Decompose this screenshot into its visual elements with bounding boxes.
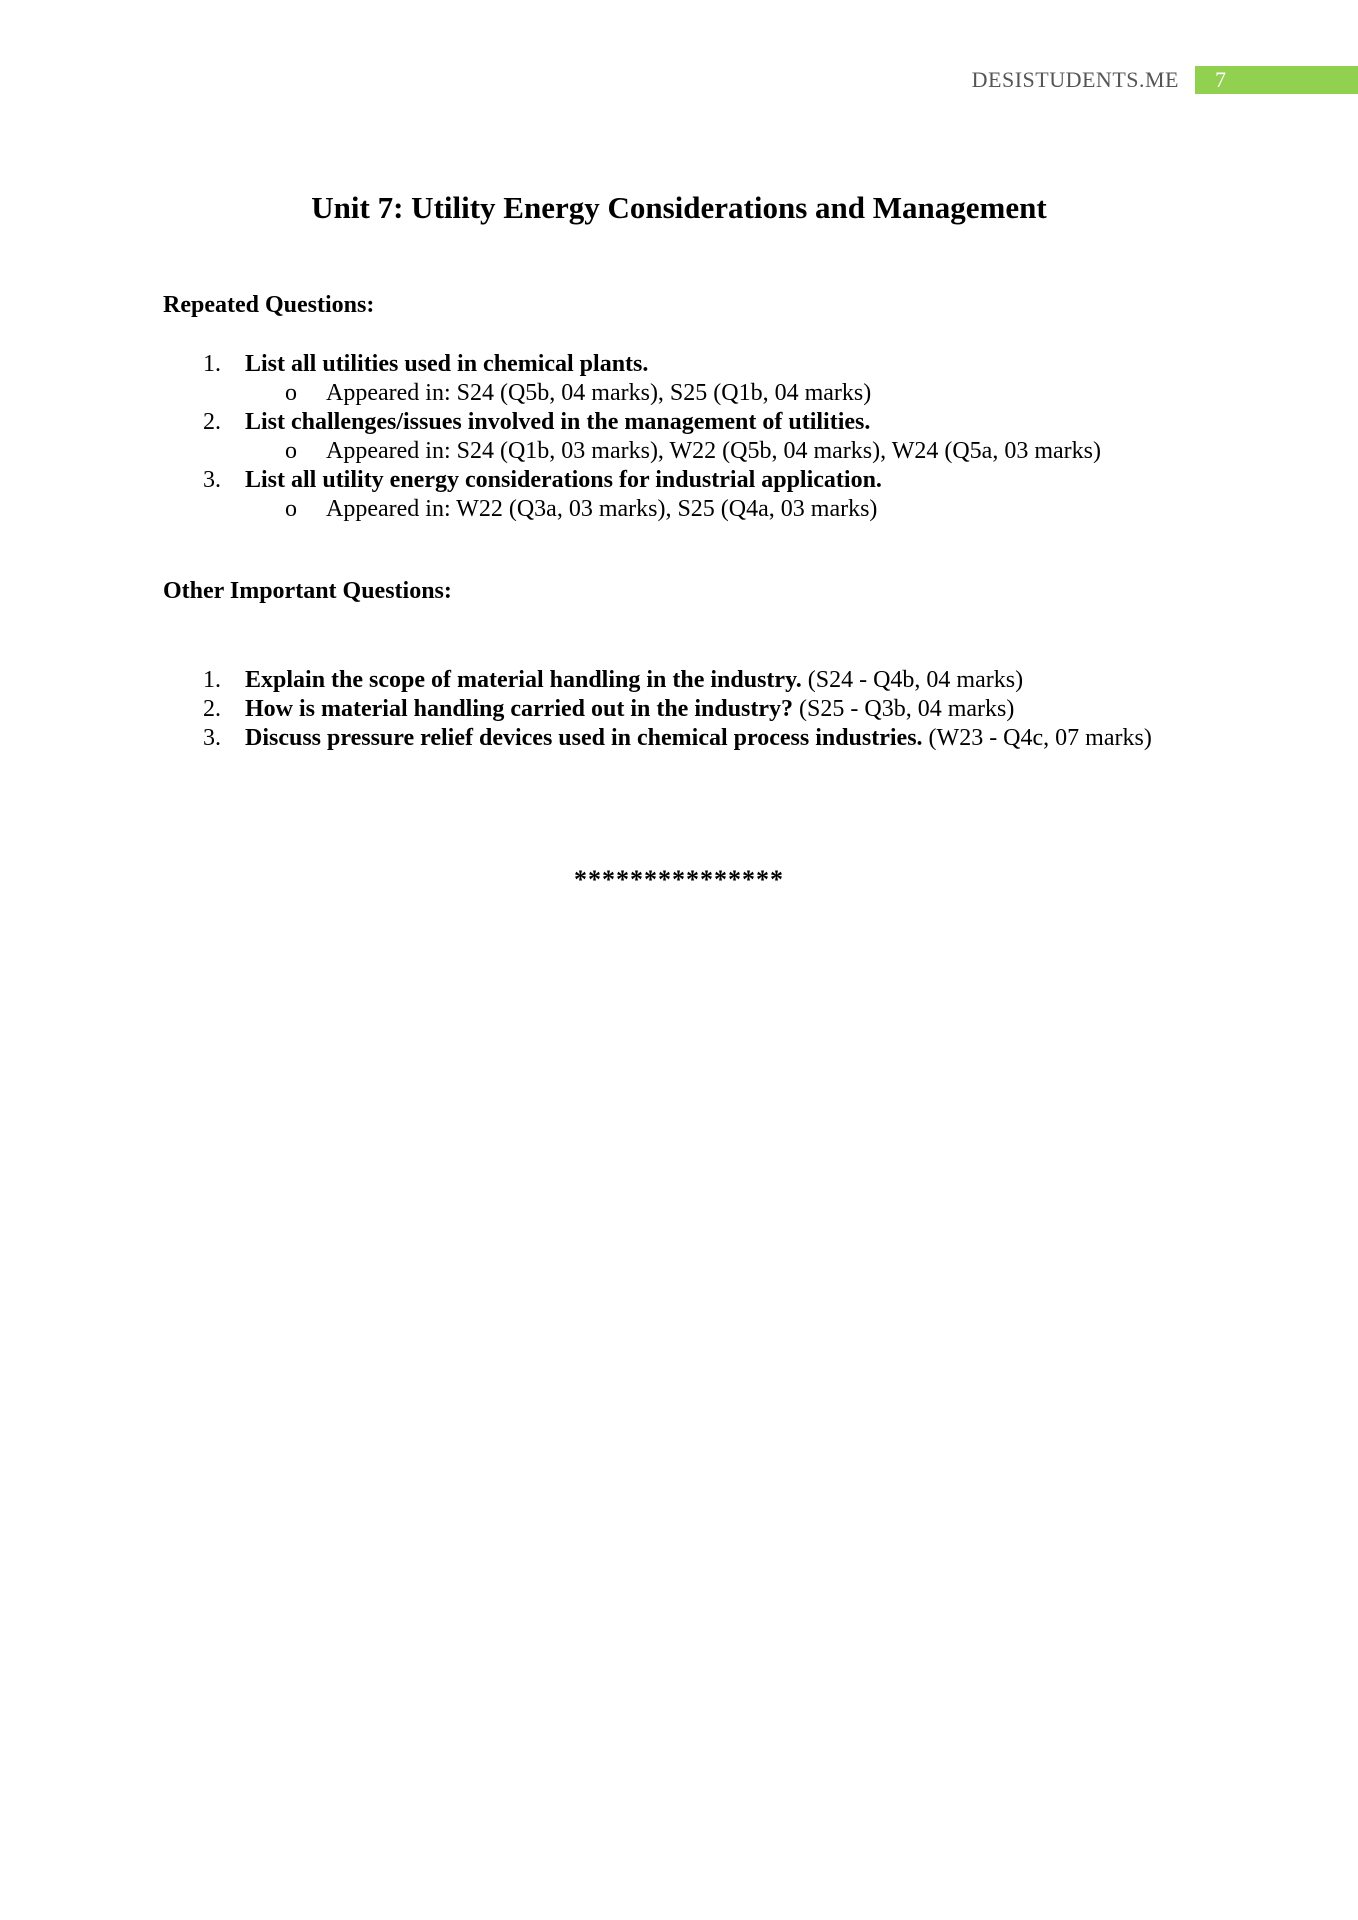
item-number: 3. xyxy=(203,467,221,493)
list-item xyxy=(163,724,1173,753)
bullet-icon: o xyxy=(285,380,297,406)
appeared-in-line xyxy=(163,379,1173,408)
other-questions-list xyxy=(163,666,1173,753)
list-item xyxy=(163,695,1173,724)
appeared-in-line xyxy=(163,495,1173,524)
question-text: How is material handling carried out in the industry? xyxy=(245,696,794,722)
list-item xyxy=(163,408,1173,437)
page-title: Unit 7: Utility Energy Considerations and Management xyxy=(311,190,1047,225)
page-header xyxy=(972,66,1358,94)
question-text: List all utilities used in chemical plants. xyxy=(245,351,649,377)
other-questions-heading: Other Important Questions: xyxy=(163,578,452,604)
page-number-badge: 7 xyxy=(1195,66,1358,94)
list-item xyxy=(163,350,1173,379)
appeared-text: Appeared in: S24 (Q1b, 03 marks), W22 (Q5b, 04 marks), W24 (Q5a, 03 marks) xyxy=(326,438,1101,464)
question-text: Discuss pressure relief devices used in chemical process industries. xyxy=(245,725,923,751)
appeared-in-line xyxy=(163,437,1173,466)
repeated-questions-heading: Repeated Questions: xyxy=(163,292,375,318)
question-text: List challenges/issues involved in the management of utilities. xyxy=(245,409,871,435)
question-text: Explain the scope of material handling in the industry. xyxy=(245,667,802,693)
repeated-questions-list xyxy=(163,350,1173,524)
question-text: List all utility energy considerations for industrial application. xyxy=(245,467,882,493)
item-number: 3. xyxy=(203,725,221,751)
end-divider: *************** xyxy=(574,865,784,894)
appeared-text: Appeared in: W22 (Q3a, 03 marks), S25 (Q4a, 03 marks) xyxy=(326,496,878,522)
item-number: 1. xyxy=(203,351,221,377)
bullet-icon: o xyxy=(285,438,297,464)
site-name: DESISTUDENTS.ME xyxy=(971,67,1179,92)
question-ref: (W23 - Q4c, 07 marks) xyxy=(928,725,1152,751)
appeared-text: Appeared in: S24 (Q5b, 04 marks), S25 (Q1b, 04 marks) xyxy=(326,380,872,406)
bullet-icon: o xyxy=(285,496,297,522)
item-number: 1. xyxy=(203,667,221,693)
question-ref: (S24 - Q4b, 04 marks) xyxy=(807,667,1024,693)
item-number: 2. xyxy=(203,696,221,722)
list-item xyxy=(163,666,1173,695)
item-number: 2. xyxy=(203,409,221,435)
question-ref: (S25 - Q3b, 04 marks) xyxy=(799,696,1015,722)
list-item xyxy=(163,466,1173,495)
